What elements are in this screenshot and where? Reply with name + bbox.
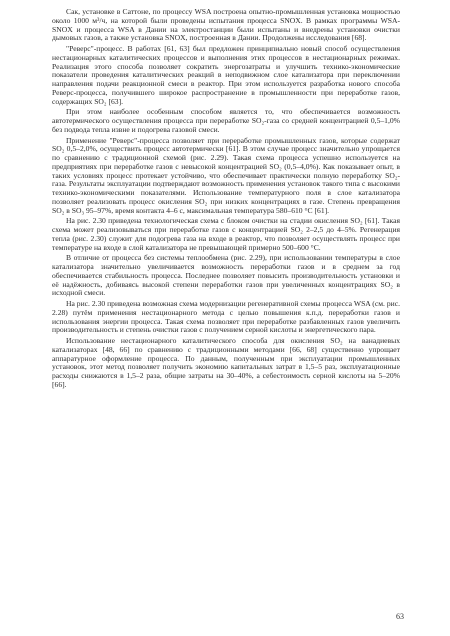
paragraph: Сак, установке в Саттоне, по процессу WSA построена опытно-промышленная установка мощностью около 1000 м³/ч, на которой были проведены испытания процесса SNOX. В рамках программы WSA-SNOX и процесса WSA в Дании на электростанции были испытаны и внедрены установки очистки дымовых газов, а также установка SNOX, построенная в Дании. Продолжены исследования [68]. xyxy=(52,7,400,43)
paragraph: При этом наиболее особенным способом является то, что обеспечивается возможность автотермического осуществления процесса при переработке SO₂-газа со средней концентрацией 0,5–1,0% без подвода тепла извне и подогрева газовой смеси. xyxy=(52,107,400,134)
paragraph: Применение "Реверс"-процесса позволяет при переработке промышленных газов, которые содержат SO₂ 0,5–2,0%, осуществить процесс автотермически [61]. В этом случае процесс значительно упрощается по сравнению с традиционной схемой (рис. 2.29). Такая схема процесса успешно используется на предприятиях при переработке газов с невысокой концентрацией SO₂ (0,5–4,0%). Как показывает опыт, в таких условиях процесс протекает устойчиво, что обеспечивает практически полную переработку SO₂-газа. Результаты эксплуатации подтверждают возможность применения установок такого типа с высокими технико-экономическими показателями. Использование температурного поля в слое катализатора позволяет реализовать процесс окисления SO₂ при низких концентрациях в газе. Степень превращения SO₂ в SO₃ 95–97%, время контакта 4–6 с, максимальная температура 580–610 °С [61]. xyxy=(52,135,400,215)
paragraph: На рис. 2.30 приведена возможная схема модернизации регенеративной схемы процесса WSA (см. рис. 2.28) путём применения нестационарного метода с целью повышения к.п.д. переработки газов и использования энергии процесса. Такая схема позволяет при переработке разбавленных газов увеличить производительность и степень очистки газов с получением серной кислоты и энергетического пара. xyxy=(52,299,400,335)
paragraph: В отличие от процесса без системы теплообмена (рис. 2.29), при использовании температуры в слое катализатора значительно увеличивается возможность переработки газов и в среднем за год обеспечивается стабильность процесса. Последнее позволяет повысить производительность установки и её надёжность, добиваясь высокой степени переработки газов при увеличенных концентрациях SO₂ в исходной смеси. xyxy=(52,253,400,298)
paragraph: На рис. 2.30 приведена технологическая схема с блоком очистки на стадии окисления SO₂ [61]. Такая схема может реализовываться при переработке газов с концентрацией SO₂ 2–2,5 до 4–5%. Регенерация тепла (рис. 2.30) служит для подогрева газа на входе в реактор, что позволяет осуществлять процесс при температуре на входе в слой катализатора не превышающей примерно 500–600 °С. xyxy=(52,216,400,252)
paragraph: "Реверс"-процесс. В работах [61, 63] был предложен принципиально новый способ осуществления нестационарных каталитических процессов и выполнения этих процессов в нестационарных режимах. Реализация этого способа позволяет сократить энергозатраты и улучшить технико-экономические показатели проведения каталитических реакций в неподвижном слое катализатора при переключении направления подачи реакционной смеси в реактор. При этом используется разработка нового способа Реверс-процесса, получившего широкое распространение в промышленности при переработке газов, содержащих SO₂ [63]. xyxy=(52,44,400,106)
body-text xyxy=(52,8,400,390)
paragraph: Использование нестационарного каталитического способа для окисления SO₂ на ванадиевых катализаторах [48, 66] по сравнению с традиционными методами [66, 68] существенно упрощает аппаратурное оформление процесса. По данным, полученным при эксплуатации промышленных установок, этот метод позволяет получить экономию капитальных затрат в 1,5–5 раз, эксплуатационные расходы снижаются в 1,5–2 раза, общие затраты на 30–40%, а себестоимость серной кислоты на 5–20% [66]. xyxy=(52,336,400,389)
page-number: 63 xyxy=(396,612,404,621)
